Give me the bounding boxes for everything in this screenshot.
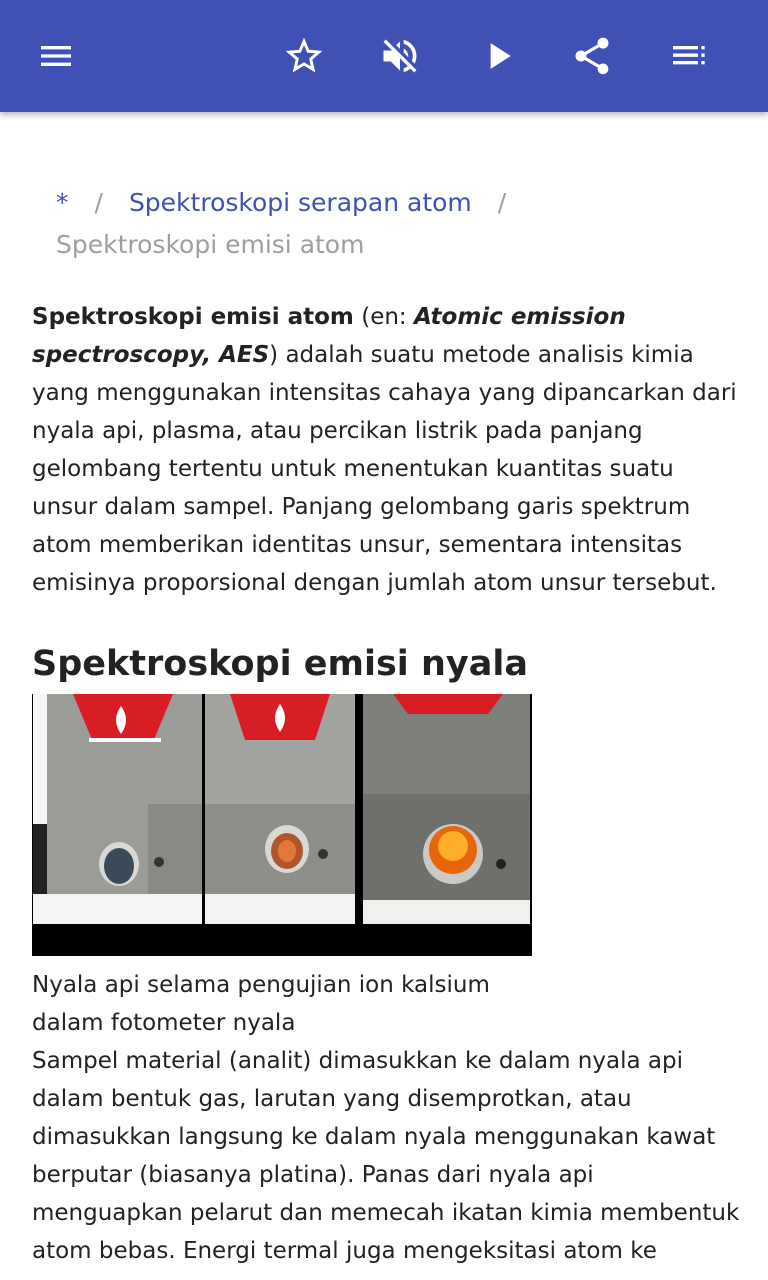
breadcrumb-current: Spektroskopi emisi atom — [56, 230, 365, 259]
intro-term: Spektroskopi emisi atom — [32, 304, 354, 330]
section-heading: Spektroskopi emisi nyala — [32, 644, 528, 684]
volume-off-icon — [378, 34, 422, 78]
photometer-image — [205, 694, 355, 924]
intro-text: ) adalah suatu metode analisis kimia yang menggunakan intensitas cahaya yang dipancarkan dari nyala api, plasma, atau percikan listrik pada panjang gelombang tertentu untuk menentukan kuantitas suatu unsur dalam sampel. Panjang gelombang garis spektrum atom memberikan identitas unsur, sementara intensitas emisinya proporsional dengan jumlah atom unsur tersebut. — [32, 342, 737, 596]
figure-panel — [33, 694, 202, 924]
menu-button[interactable] — [28, 28, 84, 84]
breadcrumb-separator: / — [497, 188, 507, 217]
photometer-image — [33, 694, 202, 924]
mute-button[interactable] — [372, 28, 428, 84]
section-body — [32, 1042, 744, 1270]
breadcrumb-home-link[interactable]: * — [56, 188, 69, 217]
app-bar — [0, 0, 768, 112]
play-button[interactable] — [470, 28, 526, 84]
breadcrumb-parent-link[interactable]: Spektroskopi serapan atom — [128, 188, 472, 217]
share-icon — [570, 34, 614, 78]
intro-en-prefix: (en: — [353, 304, 414, 330]
favorite-button[interactable] — [276, 28, 332, 84]
photometer-image — [363, 694, 530, 924]
article-intro — [32, 298, 744, 602]
figure-panel — [205, 694, 355, 924]
intro-paragraph — [32, 298, 744, 602]
intro-en-term: Atomic emission spectroscopy, AES — [32, 304, 626, 368]
menu-icon — [36, 36, 76, 76]
breadcrumb — [56, 182, 736, 266]
share-button[interactable] — [564, 28, 620, 84]
breadcrumb-separator: / — [94, 188, 103, 217]
play-icon — [476, 34, 520, 78]
flame-test-figure[interactable] — [32, 694, 532, 956]
playlist-icon — [668, 36, 708, 76]
figure-caption: Nyala api selama pengujian ion kalsium dalam fotometer nyala — [32, 972, 490, 1036]
section-paragraph: Sampel material (analit) dimasukkan ke dalam nyala api dalam bentuk gas, larutan yang disemprotkan, atau dimasukkan langsung ke dalam nyala menggunakan kawat berputar (biasanya platina). Panas dari nyala api menguapkan pelarut dan memecah ikatan kimia membentuk atom bebas. Energi termal juga mengeksitasi atom ke — [32, 1048, 740, 1264]
figure-panel — [363, 694, 530, 924]
star-icon — [282, 34, 326, 78]
playlist-button[interactable] — [660, 28, 716, 84]
